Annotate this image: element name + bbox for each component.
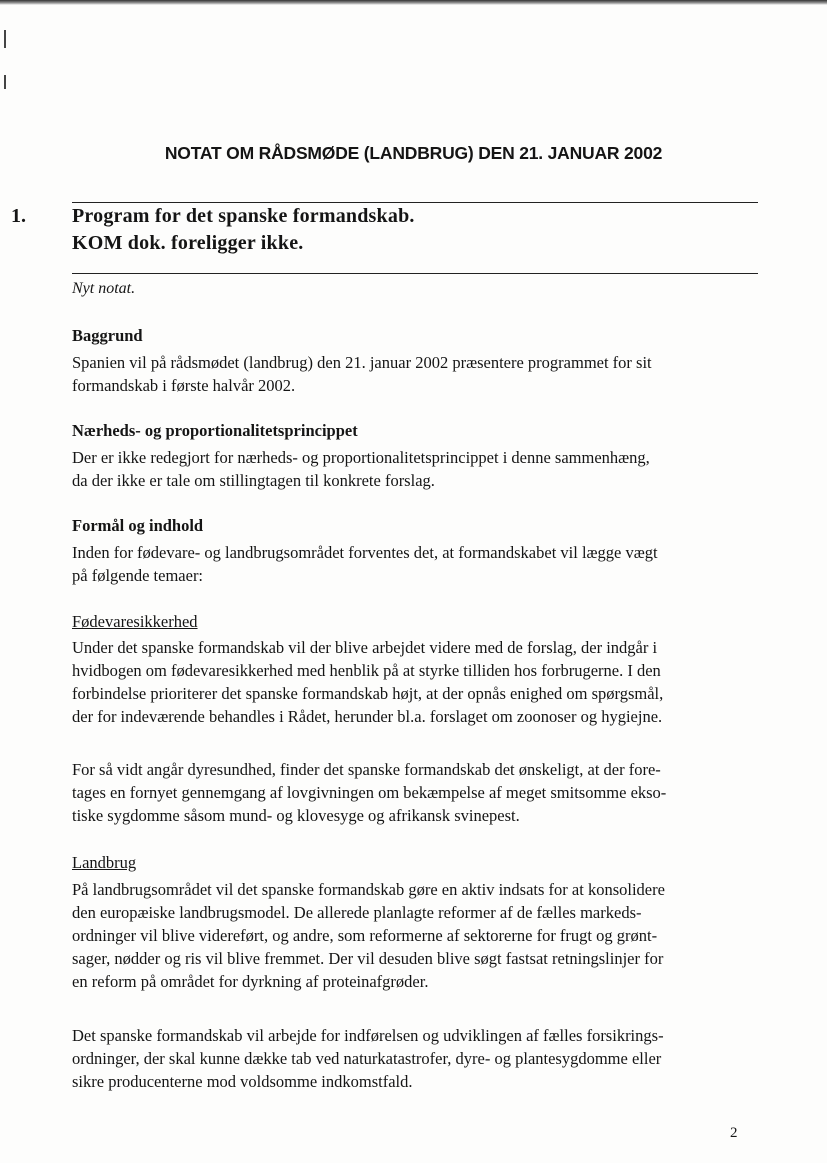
text-line: sikre producenterne mod voldsomme indkomstfald. (72, 1072, 413, 1091)
text-line: den europæiske landbrugsmodel. De allerede planlagte reformer af de fælles markeds- (72, 903, 642, 922)
text-line: tages en fornyet gennemgang af lovgivningen om bekæmpelse af meget smitsomme ekso- (72, 783, 667, 802)
text-line: tiske sygdomme såsom mund- og klovesyge og afrikansk svinepest. (72, 806, 520, 825)
note-text: Nyt notat. (72, 280, 136, 297)
text-line: På landbrugsområdet vil det spanske formandskab gøre en aktiv indsats for at konsolidere (72, 880, 665, 899)
text-line: Inden for fødevare- og landbrugsområdet forventes det, at formandskabet vil lægge vægt (72, 543, 658, 562)
text-line: Det spanske formandskab vil arbejde for indførelsen og udviklingen af fælles forsikrings- (72, 1026, 664, 1045)
scan-margin-mark (4, 30, 6, 48)
page-number: 2 (730, 1125, 738, 1141)
text-line: Der er ikke redegjort for nærheds- og proportionalitetsprincippet i denne sammenhæng, (72, 448, 650, 467)
section-title-line2: KOM dok. foreligger ikke. (72, 232, 304, 254)
paragraph-landbrug-1 (72, 878, 758, 993)
heading-baggrund: Baggrund (72, 326, 143, 345)
paragraph-foedevare-1 (72, 636, 758, 728)
text-line: ordninger, der skal kunne dække tab ved naturkatastrofer, dyre- og plantesygdomme eller (72, 1049, 662, 1068)
paragraph-naerhed (72, 446, 758, 492)
text-line: ordninger vil blive videreført, og andre, som reformerne af sektorerne for frugt og grønt- (72, 926, 658, 945)
subheading-foedevaresikkerhed: Fødevaresikkerhed (72, 612, 198, 631)
paragraph-landbrug-2 (72, 1024, 758, 1093)
subheading-landbrug: Landbrug (72, 853, 137, 872)
text-line: Under det spanske formandskab vil der blive arbejdet videre med de forslag, der indgår i (72, 638, 658, 657)
heading-naerhed: Nærheds- og proportionalitetsprincippet (72, 421, 358, 440)
paragraph-formaal (72, 541, 758, 587)
text-line: på følgende temaer: (72, 566, 204, 585)
document-title: NOTAT OM RÅDSMØDE (LANDBRUG) DEN 21. JANUAR 2002 (164, 143, 663, 163)
divider-top (72, 202, 758, 203)
paragraph-baggrund (72, 351, 758, 397)
text-line: der for indeværende behandles i Rådet, herunder bl.a. forslaget om zoonoser og hygiejne. (72, 707, 663, 726)
text-line: en reform på området for dyrkning af proteinafgrøder. (72, 972, 429, 991)
scan-top-edge (0, 0, 827, 5)
text-line: formandskab i første halvår 2002. (72, 376, 296, 395)
text-line: hvidbogen om fødevaresikkerhed med henblik på at styrke tilliden hos forbrugerne. I den (72, 661, 661, 680)
heading-formaal: Formål og indhold (72, 516, 204, 535)
section-number: 1. (11, 205, 26, 227)
scan-margin-mark (4, 75, 6, 89)
text-line: forbindelse prioriterer det spanske formandskab højt, at der opnås enighed om spørgsmål, (72, 684, 664, 703)
text-line: sager, nødder og ris vil blive fremmet. Der vil desuden blive søgt fastsat retningslinjer for (72, 949, 664, 968)
divider-bottom (72, 273, 758, 274)
section-title-line1: Program for det spanske formandskab. (72, 205, 415, 227)
text-line: For så vidt angår dyresundhed, finder det spanske formandskab det ønskeligt, at der fore- (72, 760, 661, 779)
text-line: da der ikke er tale om stillingtagen til konkrete forslag. (72, 471, 435, 490)
text-line: Spanien vil på rådsmødet (landbrug) den 21. januar 2002 præsentere programmet for sit (72, 353, 652, 372)
paragraph-foedevare-2 (72, 758, 758, 827)
